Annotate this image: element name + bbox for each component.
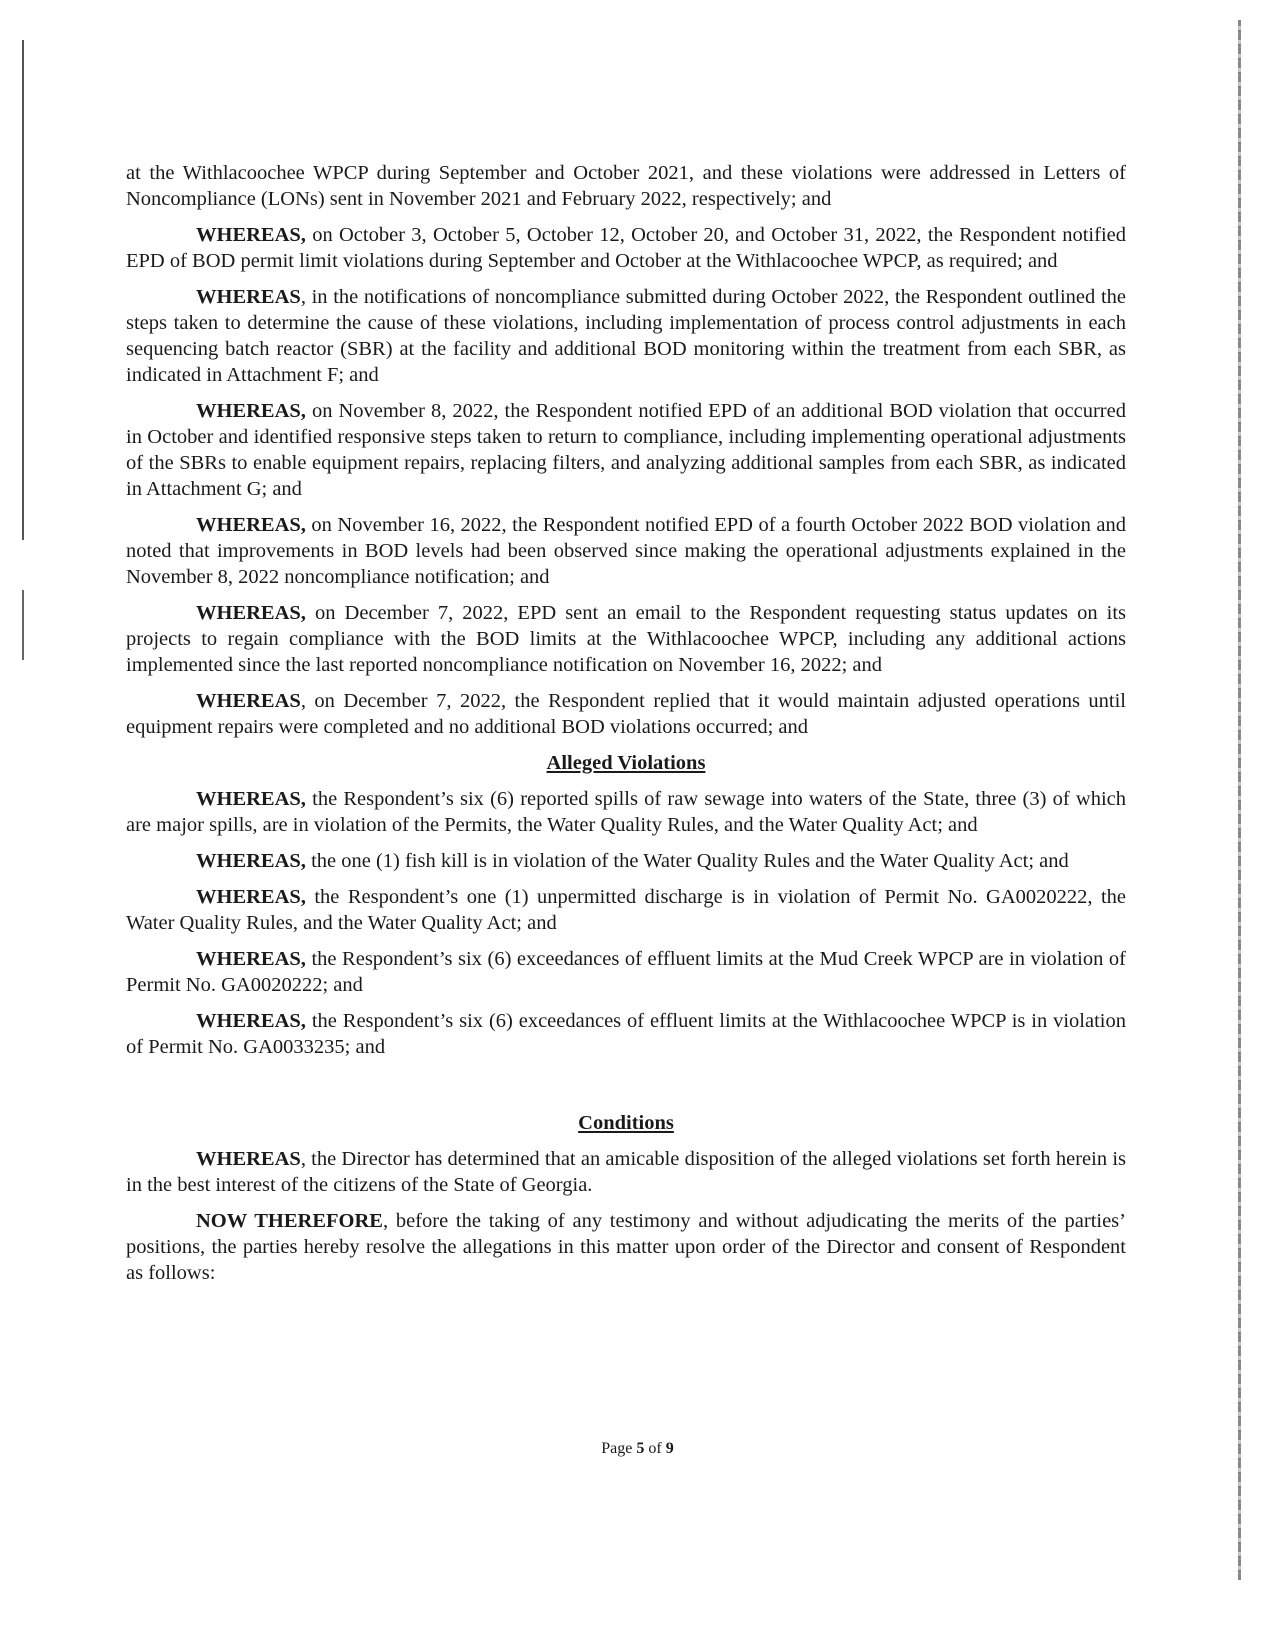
whereas-lead: WHEREAS, <box>196 850 306 872</box>
paragraph-whereas-3: WHEREAS, on November 8, 2022, the Respondent notified EPD of an additional BOD violation that occurred in October and identified responsive steps taken to return to compliance, including implementing operational adjustments of the SBRs to enable equipment repairs, replacing filters, and analyzing additional samples from each SBR, as indicated in Attachment G; and <box>126 400 1126 500</box>
paragraph-whereas-4: WHEREAS, on November 16, 2022, the Respondent notified EPD of a fourth October 2022 BOD violation and noted that improvements in BOD levels had been observed since making the operational adjustments explained in the November 8, 2022 noncompliance notification; and <box>126 514 1126 588</box>
paragraph-alleged-1: WHEREAS, the Respondent’s six (6) reported spills of raw sewage into waters of the State, three (3) of which are major spills, are in violation of the Permits, the Water Quality Rules, and the Water Quality Act; and <box>126 788 1126 836</box>
paragraph-whereas-1: WHEREAS, on October 3, October 5, October 12, October 20, and October 31, 2022, the Respondent notified EPD of BOD permit limit violations during September and October at the Withlacoochee WPCP, as required; and <box>126 224 1126 272</box>
paragraph-whereas-6: WHEREAS, on December 7, 2022, the Respondent replied that it would maintain adjusted operations until equipment repairs were completed and no additional BOD violations occurred; and <box>126 690 1126 738</box>
paragraph-conditions-2: NOW THEREFORE, before the taking of any testimony and without adjudicating the merits of the parties’ positions, the parties hereby resolve the allegations in this matter upon order of the Director and consent of Respondent as follows: <box>126 1210 1126 1284</box>
paragraph-conditions-1: WHEREAS, the Director has determined that an amicable disposition of the alleged violations set forth herein is in the best interest of the citizens of the State of Georgia. <box>126 1148 1126 1196</box>
whereas-lead: WHEREAS <box>196 690 301 712</box>
scan-artifact-left <box>22 40 24 540</box>
scan-artifact-right-edge <box>1238 20 1241 1580</box>
paragraph-continued: at the Withlacoochee WPCP during September and October 2021, and these violations were addressed in Letters of Noncompliance (LONs) sent in November 2021 and February 2022, respectively; and <box>126 162 1126 210</box>
paragraph-alleged-5: WHEREAS, the Respondent’s six (6) exceedances of effluent limits at the Withlacoochee WPCP is in violation of Permit No. GA0033235; and <box>126 1010 1126 1058</box>
scan-artifact-left-lower <box>22 590 24 660</box>
paragraph-alleged-3: WHEREAS, the Respondent’s one (1) unpermitted discharge is in violation of Permit No. GA0020222, the Water Quality Rules, and the Water Quality Act; and <box>126 886 1126 934</box>
paragraph-alleged-4: WHEREAS, the Respondent’s six (6) exceedances of effluent limits at the Mud Creek WPCP are in violation of Permit No. GA0020222; and <box>126 948 1126 996</box>
whereas-lead: WHEREAS <box>196 1148 301 1170</box>
whereas-lead: WHEREAS, <box>196 948 306 970</box>
paragraph-whereas-5: WHEREAS, on December 7, 2022, EPD sent an email to the Respondent requesting status updates on its projects to regain compliance with the BOD limits at the Withlacoochee WPCP, including any additional actions implemented since the last reported noncompliance notification on November 16, 2022; and <box>126 602 1126 676</box>
paragraph-whereas-2: WHEREAS, in the notifications of noncompliance submitted during October 2022, the Respondent outlined the steps taken to determine the cause of these violations, including implementation of process control adjustments in each sequencing batch reactor (SBR) at the facility and additional BOD monitoring within the treatment from each SBR, as indicated in Attachment F; and <box>126 286 1126 386</box>
whereas-lead: WHEREAS, <box>196 788 306 810</box>
now-therefore-lead: NOW THEREFORE <box>196 1210 383 1232</box>
page-total: 9 <box>665 1440 674 1457</box>
section-heading-conditions: Conditions <box>578 1112 674 1134</box>
whereas-lead: WHEREAS <box>196 286 301 308</box>
paragraph-alleged-2: WHEREAS, the one (1) fish kill is in violation of the Water Quality Rules and the Water Quality Act; and <box>196 850 1069 872</box>
section-heading-alleged-violations: Alleged Violations <box>546 752 706 774</box>
whereas-lead: WHEREAS, <box>196 1010 306 1032</box>
whereas-lead: WHEREAS, <box>196 886 306 908</box>
document-body <box>126 160 1126 1296</box>
page-current: 5 <box>636 1440 645 1457</box>
whereas-lead: WHEREAS, <box>196 400 306 422</box>
whereas-lead: WHEREAS, <box>196 224 306 246</box>
whereas-lead: WHEREAS, <box>196 514 306 536</box>
page-number: Page 5 of 9 <box>601 1440 674 1457</box>
whereas-lead: WHEREAS, <box>196 602 306 624</box>
